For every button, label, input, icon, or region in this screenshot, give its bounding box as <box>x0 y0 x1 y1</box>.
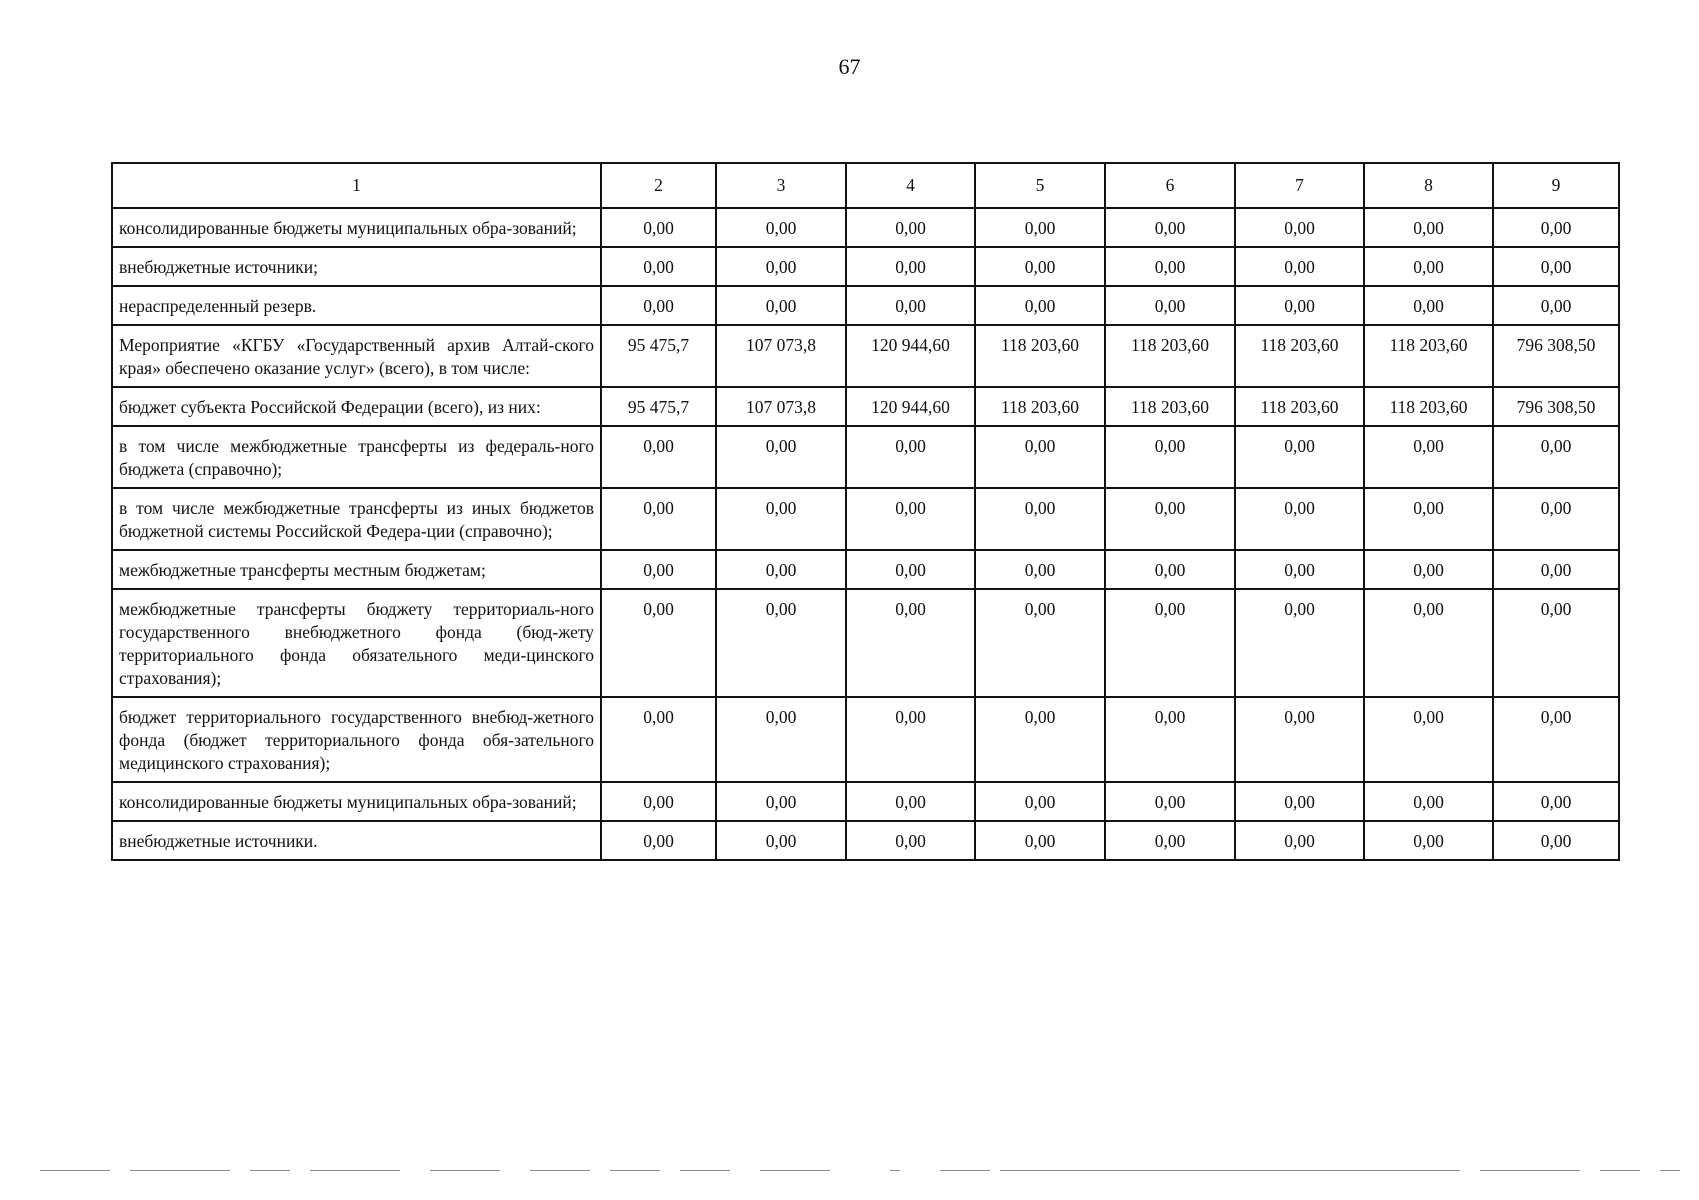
cell-value-col-6: 0,00 <box>1105 208 1235 247</box>
cell-value-col-3: 0,00 <box>716 286 846 325</box>
column-header-7: 7 <box>1235 163 1364 208</box>
cell-value-col-4: 0,00 <box>846 589 975 697</box>
table-row <box>112 286 1619 325</box>
cell-value-col-2: 0,00 <box>601 821 716 860</box>
cell-value-col-7: 118 203,60 <box>1235 387 1364 426</box>
cell-value-col-5: 0,00 <box>975 426 1105 488</box>
cell-value-col-8: 0,00 <box>1364 821 1493 860</box>
cell-value-col-4: 0,00 <box>846 247 975 286</box>
cell-value-col-8: 0,00 <box>1364 247 1493 286</box>
row-label: нераспределенный резерв. <box>112 286 601 325</box>
cell-value-col-5: 118 203,60 <box>975 387 1105 426</box>
cell-value-col-9: 0,00 <box>1493 247 1619 286</box>
column-header-5: 5 <box>975 163 1105 208</box>
cell-value-col-6: 0,00 <box>1105 550 1235 589</box>
table-row <box>112 247 1619 286</box>
table-row <box>112 782 1619 821</box>
cell-value-col-2: 0,00 <box>601 286 716 325</box>
cell-value-col-9: 0,00 <box>1493 589 1619 697</box>
cell-value-col-9: 0,00 <box>1493 426 1619 488</box>
cell-value-col-9: 0,00 <box>1493 286 1619 325</box>
cell-value-col-9: 0,00 <box>1493 550 1619 589</box>
cell-value-col-6: 0,00 <box>1105 782 1235 821</box>
cell-value-col-6: 118 203,60 <box>1105 387 1235 426</box>
table-header-row <box>112 163 1619 208</box>
cell-value-col-3: 107 073,8 <box>716 387 846 426</box>
cell-value-col-7: 0,00 <box>1235 426 1364 488</box>
cell-value-col-5: 0,00 <box>975 697 1105 782</box>
row-label: консолидированные бюджеты муниципальных обра-зований; <box>112 208 601 247</box>
cell-value-col-8: 118 203,60 <box>1364 325 1493 387</box>
cell-value-col-7: 0,00 <box>1235 286 1364 325</box>
cell-value-col-9: 0,00 <box>1493 782 1619 821</box>
cell-value-col-4: 0,00 <box>846 550 975 589</box>
cell-value-col-6: 0,00 <box>1105 821 1235 860</box>
cell-value-col-2: 0,00 <box>601 697 716 782</box>
row-label: консолидированные бюджеты муниципальных обра-зований; <box>112 782 601 821</box>
row-label: внебюджетные источники; <box>112 247 601 286</box>
cell-value-col-8: 0,00 <box>1364 697 1493 782</box>
page-number: 67 <box>838 54 861 79</box>
cell-value-col-5: 0,00 <box>975 488 1105 550</box>
table-row <box>112 821 1619 860</box>
row-label: в том числе межбюджетные трансферты из федераль-ного бюджета (справочно); <box>112 426 601 488</box>
row-label: Мероприятие «КГБУ «Государственный архив Алтай-ского края» обеспечено оказание услуг» (всего), в том числе: <box>112 325 601 387</box>
row-label: внебюджетные источники. <box>112 821 601 860</box>
row-label: межбюджетные трансферты бюджету территориаль-ного государственного внебюджетного фонда (бюд-жету территориального фонда обязательного меди-цинского страхования); <box>112 589 601 697</box>
cell-value-col-6: 0,00 <box>1105 286 1235 325</box>
table-row <box>112 208 1619 247</box>
cell-value-col-4: 120 944,60 <box>846 325 975 387</box>
cell-value-col-7: 0,00 <box>1235 782 1364 821</box>
cell-value-col-4: 0,00 <box>846 426 975 488</box>
cell-value-col-7: 0,00 <box>1235 697 1364 782</box>
cell-value-col-7: 118 203,60 <box>1235 325 1364 387</box>
cell-value-col-8: 0,00 <box>1364 286 1493 325</box>
cell-value-col-4: 0,00 <box>846 782 975 821</box>
cell-value-col-6: 0,00 <box>1105 426 1235 488</box>
cell-value-col-3: 0,00 <box>716 208 846 247</box>
cell-value-col-9: 796 308,50 <box>1493 387 1619 426</box>
cell-value-col-3: 0,00 <box>716 821 846 860</box>
cell-value-col-9: 0,00 <box>1493 208 1619 247</box>
cell-value-col-9: 0,00 <box>1493 697 1619 782</box>
table-row <box>112 697 1619 782</box>
cell-value-col-3: 0,00 <box>716 550 846 589</box>
cell-value-col-4: 0,00 <box>846 821 975 860</box>
cell-value-col-3: 0,00 <box>716 589 846 697</box>
cell-value-col-3: 0,00 <box>716 697 846 782</box>
table-row <box>112 325 1619 387</box>
cell-value-col-7: 0,00 <box>1235 247 1364 286</box>
column-header-3: 3 <box>716 163 846 208</box>
cell-value-col-2: 0,00 <box>601 426 716 488</box>
column-header-4: 4 <box>846 163 975 208</box>
cell-value-col-2: 0,00 <box>601 208 716 247</box>
cell-value-col-2: 0,00 <box>601 589 716 697</box>
row-label: бюджет территориального государственного внебюд-жетного фонда (бюджет территориального фонда обя-зательного медицинского страхования); <box>112 697 601 782</box>
column-header-1: 1 <box>112 163 601 208</box>
cell-value-col-7: 0,00 <box>1235 208 1364 247</box>
cell-value-col-8: 118 203,60 <box>1364 387 1493 426</box>
cell-value-col-5: 0,00 <box>975 286 1105 325</box>
cell-value-col-6: 0,00 <box>1105 697 1235 782</box>
table-row <box>112 589 1619 697</box>
cell-value-col-5: 0,00 <box>975 589 1105 697</box>
row-label: межбюджетные трансферты местным бюджетам; <box>112 550 601 589</box>
cell-value-col-2: 0,00 <box>601 247 716 286</box>
cell-value-col-9: 0,00 <box>1493 488 1619 550</box>
table-row <box>112 387 1619 426</box>
cell-value-col-6: 0,00 <box>1105 488 1235 550</box>
cell-value-col-8: 0,00 <box>1364 550 1493 589</box>
cell-value-col-4: 120 944,60 <box>846 387 975 426</box>
column-header-2: 2 <box>601 163 716 208</box>
cell-value-col-8: 0,00 <box>1364 488 1493 550</box>
cell-value-col-5: 0,00 <box>975 550 1105 589</box>
table-row <box>112 488 1619 550</box>
cell-value-col-7: 0,00 <box>1235 550 1364 589</box>
cell-value-col-6: 0,00 <box>1105 589 1235 697</box>
cell-value-col-9: 0,00 <box>1493 821 1619 860</box>
cell-value-col-2: 95 475,7 <box>601 325 716 387</box>
column-header-9: 9 <box>1493 163 1619 208</box>
cell-value-col-3: 107 073,8 <box>716 325 846 387</box>
scan-artifact-lines <box>40 1170 1680 1180</box>
column-header-8: 8 <box>1364 163 1493 208</box>
cell-value-col-7: 0,00 <box>1235 488 1364 550</box>
cell-value-col-2: 0,00 <box>601 782 716 821</box>
table-body <box>112 208 1619 860</box>
table-row <box>112 426 1619 488</box>
cell-value-col-8: 0,00 <box>1364 426 1493 488</box>
cell-value-col-6: 0,00 <box>1105 247 1235 286</box>
row-label: бюджет субъекта Российской Федерации (всего), из них: <box>112 387 601 426</box>
cell-value-col-3: 0,00 <box>716 426 846 488</box>
cell-value-col-4: 0,00 <box>846 488 975 550</box>
cell-value-col-3: 0,00 <box>716 782 846 821</box>
table-row <box>112 550 1619 589</box>
cell-value-col-3: 0,00 <box>716 247 846 286</box>
cell-value-col-6: 118 203,60 <box>1105 325 1235 387</box>
cell-value-col-5: 0,00 <box>975 782 1105 821</box>
cell-value-col-7: 0,00 <box>1235 821 1364 860</box>
cell-value-col-2: 0,00 <box>601 488 716 550</box>
budget-table <box>111 162 1620 861</box>
row-label: в том числе межбюджетные трансферты из иных бюджетов бюджетной системы Российской Федера-ции (справочно); <box>112 488 601 550</box>
cell-value-col-5: 0,00 <box>975 821 1105 860</box>
cell-value-col-5: 0,00 <box>975 247 1105 286</box>
cell-value-col-8: 0,00 <box>1364 782 1493 821</box>
cell-value-col-2: 0,00 <box>601 550 716 589</box>
cell-value-col-4: 0,00 <box>846 697 975 782</box>
cell-value-col-5: 0,00 <box>975 208 1105 247</box>
cell-value-col-4: 0,00 <box>846 208 975 247</box>
cell-value-col-5: 118 203,60 <box>975 325 1105 387</box>
cell-value-col-4: 0,00 <box>846 286 975 325</box>
column-header-6: 6 <box>1105 163 1235 208</box>
cell-value-col-9: 796 308,50 <box>1493 325 1619 387</box>
cell-value-col-7: 0,00 <box>1235 589 1364 697</box>
cell-value-col-8: 0,00 <box>1364 589 1493 697</box>
cell-value-col-2: 95 475,7 <box>601 387 716 426</box>
cell-value-col-3: 0,00 <box>716 488 846 550</box>
cell-value-col-8: 0,00 <box>1364 208 1493 247</box>
